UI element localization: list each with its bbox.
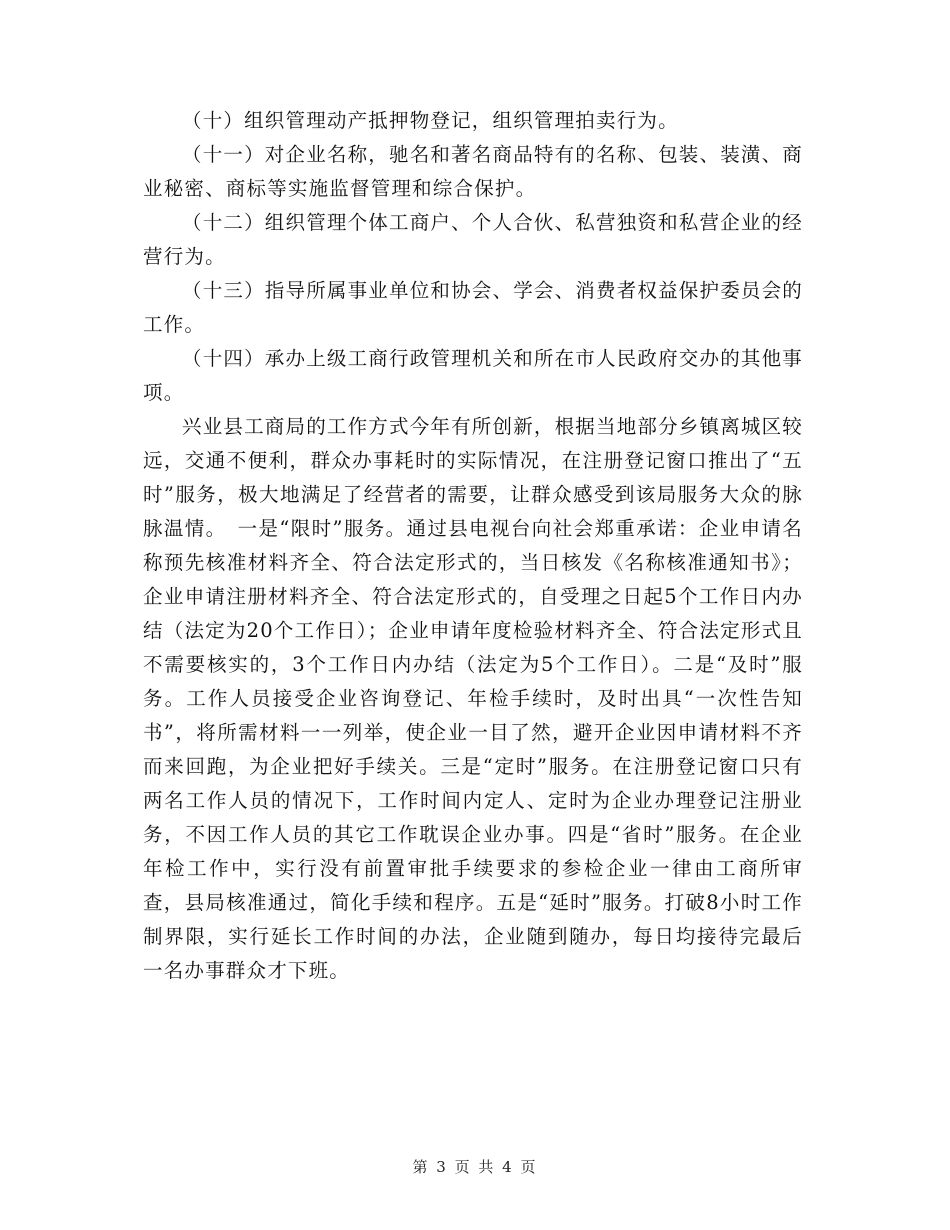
paragraph-10: （十）组织管理动产抵押物登记，组织管理拍卖行为。	[182, 109, 679, 132]
body-text	[143, 104, 803, 988]
paragraph-14: （十四）承办上级工商行政管理机关和所在市人民政府交办的其他事项。	[143, 347, 804, 404]
paragraph-13: （十三）指导所属事业单位和协会、学会、消费者权益保护委员会的工作。	[143, 279, 804, 336]
paragraph-12: （十二）组织管理个体工商户、个人合伙、私营独资和私营企业的经营行为。	[143, 211, 804, 268]
page-number-footer: 第 3 页 共 4 页	[412, 1158, 538, 1176]
paragraph-five-services: 兴业县工商局的工作方式今年有所创新，根据当地部分乡镇离城区较远，交通不便利，群众办事耗时的实际情况，在注册登记窗口推出了“五时”服务，极大地满足了经营者的需要，让群众感受到该局服务大众的脉脉温情。 一是“限时”服务。通过县电视台向社会郑重承诺：企业申请名称预先核准材料齐全、符合法定形式的，当日核发《名称核准通知书》；企业申请注册材料齐全、符合法定形式的，自受理之日起5个工作日内办结（法定为20个工作日）；企业申请年度检验材料齐全、符合法定形式且不需要核实的，3个工作日内办结（法定为5个工作日）。二是“及时”服务。工作人员接受企业咨询登记、年检手续时，及时出具“一次性告知书”，将所需材料一一列举，使企业一目了然，避开企业因申请材料不齐而来回跑，为企业把好手续关。三是“定时”服务。在注册登记窗口只有两名工作人员的情况下，工作时间内定人、定时为企业办理登记注册业务，不因工作人员的其它工作耽误企业办事。四是“省时”服务。在企业年检工作中，实行没有前置审批手续要求的参检企业一律由工商所审查，县局核准通过，简化手续和程序。五是“延时”服务。打破8小时工作制界限，实行延长工作时间的办法，企业随到随办，每日均接待完最后一名办事群众才下班。	[143, 415, 804, 982]
paragraph-11: （十一）对企业名称，驰名和著名商品特有的名称、包装、装潢、商业秘密、商标等实施监督管理和综合保护。	[143, 143, 804, 200]
